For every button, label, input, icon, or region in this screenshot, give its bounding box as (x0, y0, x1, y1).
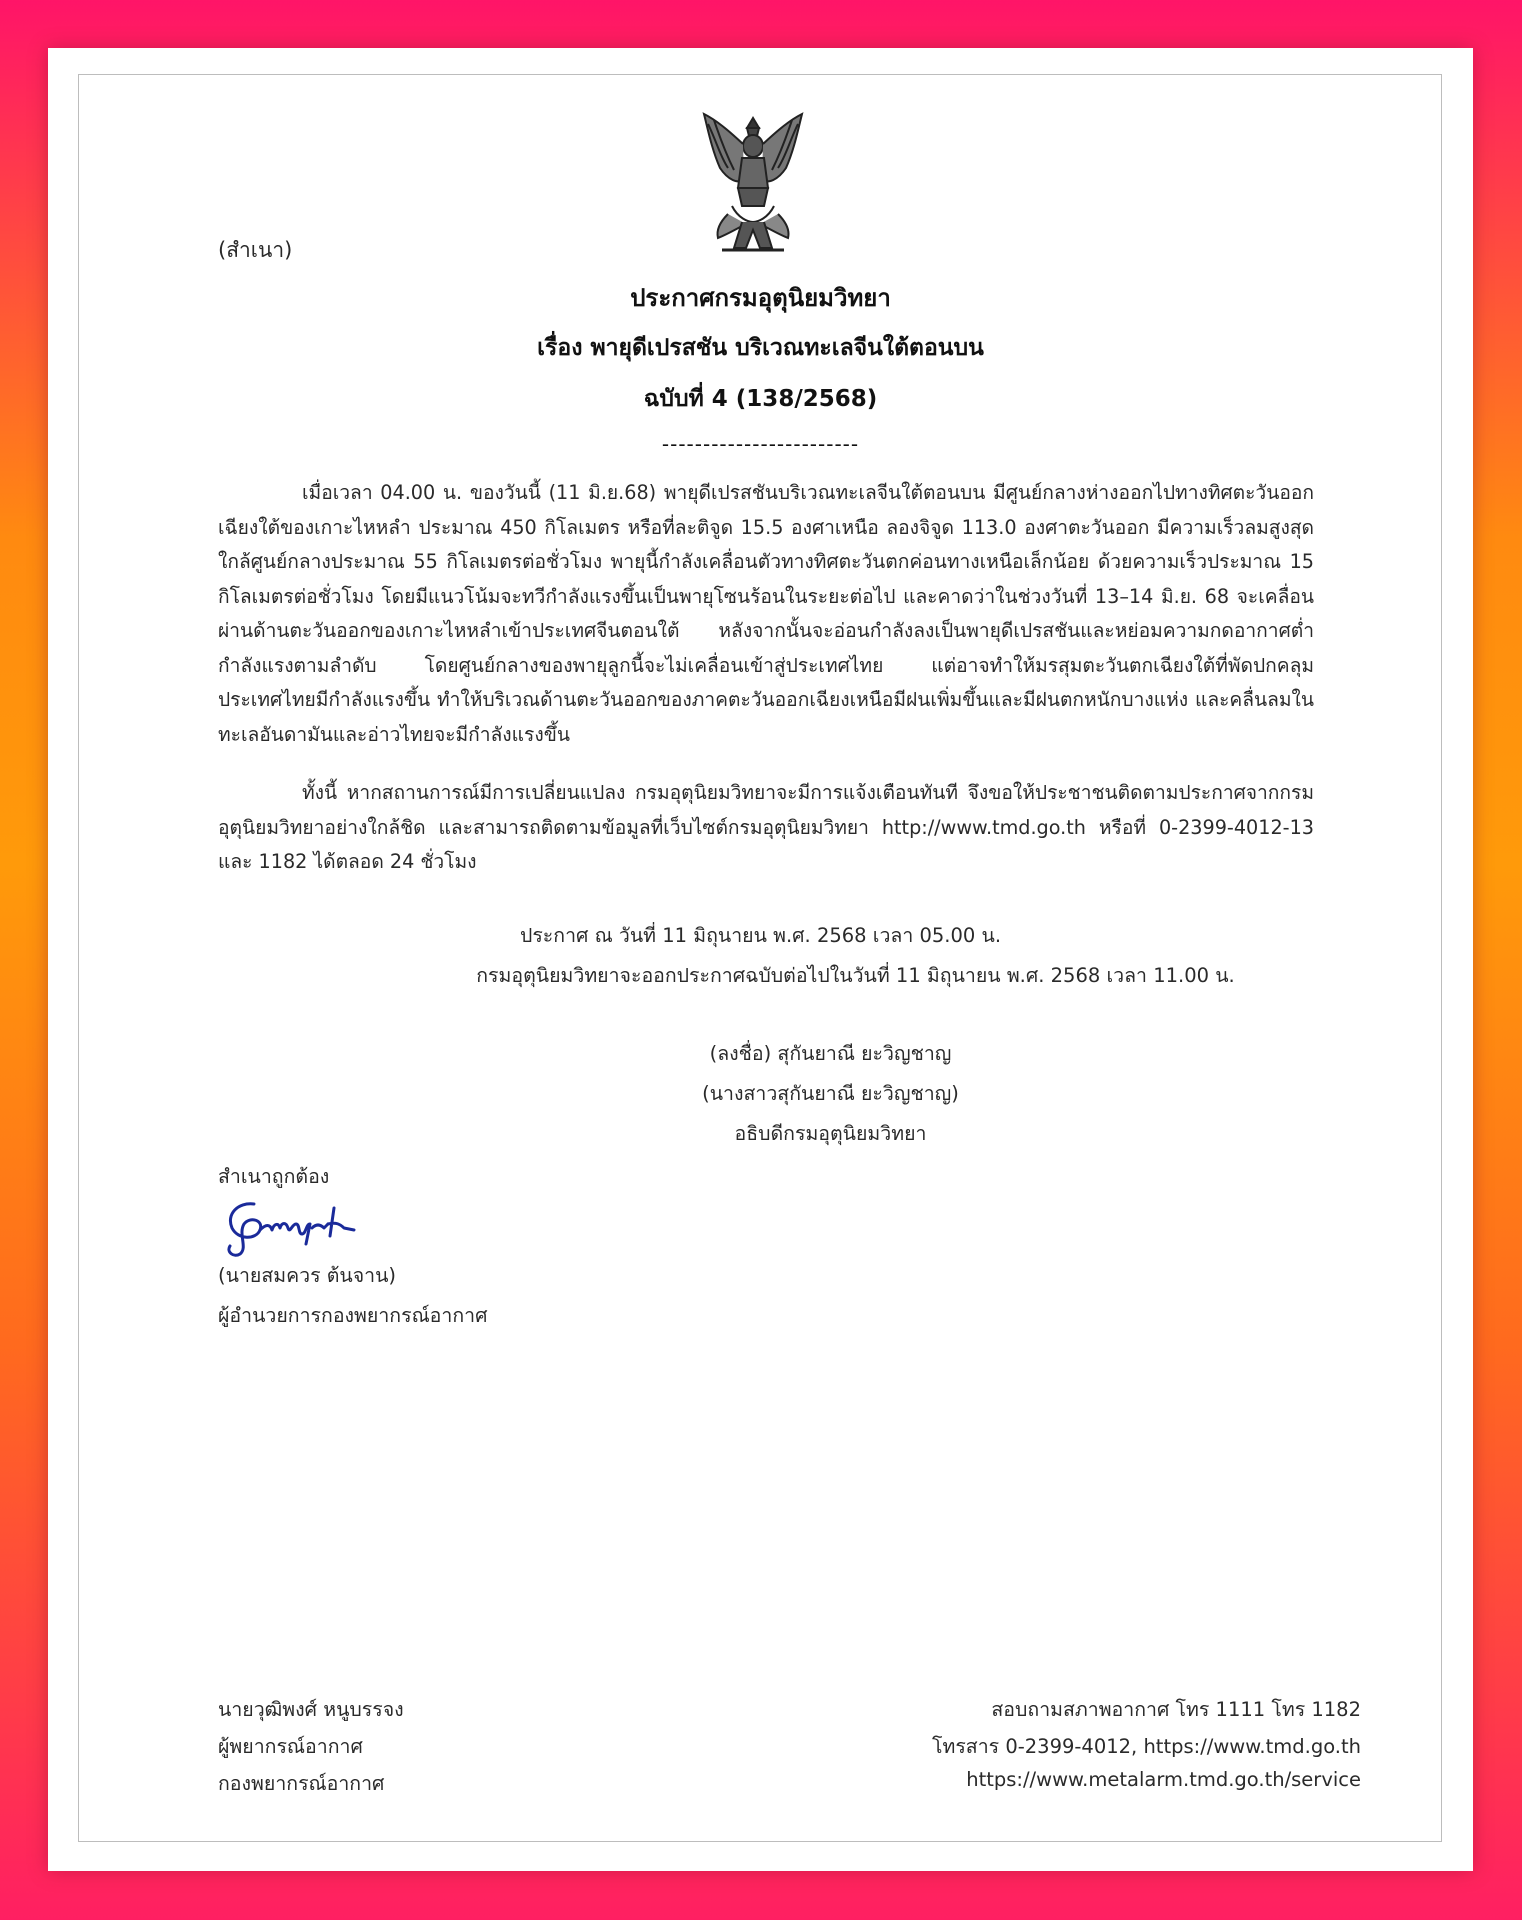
copy-mark: (สำเนา) (218, 238, 293, 262)
next-announcement: กรมอุตุนิยมวิทยาจะออกประกาศฉบับต่อไปในวันที่ 11 มิถุนายน พ.ศ. 2568 เวลา 11.00 น. (476, 964, 1235, 987)
handwritten-signature-icon (220, 1194, 360, 1258)
signed-line: (ลงชื่อ) สุกันยาณี ยะวิญชาญ (709, 1042, 952, 1065)
contact-fax-website: โทรสาร 0-2399-4012, https://www.tmd.go.th (932, 1735, 1361, 1758)
document-sheet (48, 48, 1473, 1871)
signatory-position: อธิบดีกรมอุตุนิยมวิทยา (734, 1122, 927, 1145)
title-divider: ------------------------ (661, 432, 860, 456)
announcement-date: ประกาศ ณ วันที่ 11 มิถุนายน พ.ศ. 2568 เวลา 05.00 น. (519, 924, 1002, 947)
contact-phone: สอบถามสภาพอากาศ โทร 1111 โทร 1182 (991, 1698, 1361, 1721)
certifier-name: (นายสมควร ต้นจาน) (218, 1264, 397, 1287)
certified-copy-label: สำเนาถูกต้อง (218, 1165, 330, 1188)
certifier-position: ผู้อำนวยการกองพยากรณ์อากาศ (218, 1304, 488, 1327)
announcement-subject: เรื่อง พายุดีเปรสชัน บริเวณทะเลจีนใต้ตอนบน (537, 335, 984, 361)
signatory-name: (นางสาวสุกันยาณี ยะวิญชาญ) (702, 1082, 959, 1105)
forecaster-name: นายวุฒิพงศ์ หนูบรรจง (218, 1698, 404, 1721)
forecaster-division: กองพยากรณ์อากาศ (218, 1772, 385, 1795)
body-paragraph-2: ทั้งนี้ หากสถานการณ์มีการเปลี่ยนแปลง กรมอุตุนิยมวิทยาจะมีการแจ้งเตือนทันที จึงขอให้ประชาชนติดตามประกาศจากกรมอุตุนิยมวิทยาอย่างใกล้ชิด และสามารถติดตามข้อมูลที่เว็บไซต์กรมอุตุนิยมวิทยา http://www.tmd.go.th หรือที่ 0-2399-4012-13 และ 1182 ได้ตลอด 24 ชั่วโมง (218, 781, 1314, 873)
forecaster-title: ผู้พยากรณ์อากาศ (218, 1735, 363, 1758)
announcement-title: ประกาศกรมอุตุนิยมวิทยา (630, 284, 891, 312)
garuda-emblem-icon (698, 110, 808, 260)
announcement-issue: ฉบับที่ 4 (138/2568) (643, 386, 878, 412)
body-paragraph-1: เมื่อเวลา 04.00 น. ของวันนี้ (11 มิ.ย.68) พายุดีเปรสชันบริเวณทะเลจีนใต้ตอนบน มีศูนย์กลางห่างออกไปทางทิศตะวันออกเฉียงใต้ของเกาะไหหลำ ประมาณ 450 กิโลเมตร หรือที่ละติจูด 15.5 องศาเหนือ ลองจิจูด 113.0 องศาตะวันออก มีความเร็วลมสูงสุดใกล้ศูนย์กลางประมาณ 55 กิโลเมตรต่อชั่วโมง พายุนี้กำลังเคลื่อนตัวทางทิศตะวันตกค่อนทางเหนือเล็กน้อย ด้วยความเร็วประมาณ 15 กิโลเมตรต่อชั่วโมง โดยมีแนวโน้มจะทวีกำลังแรงขึ้นเป็นพายุโซนร้อนในระยะต่อไป และคาดว่าในช่วงวันที่ 13–14 มิ.ย. 68 จะเคลื่อนผ่านด้านตะวันออกของเกาะไหหลำเข้าประเทศจีนตอนใต้ หลังจากนั้นจะอ่อนกำลังลงเป็นพายุดีเปรสชันและหย่อมความกดอากาศต่ำกำลังแรงตามลำดับ โดยศูนย์กลางของพายุลูกนี้จะไม่เคลื่อนเข้าสู่ประเทศไทย แต่อาจทำให้มรสุมตะวันตกเฉียงใต้ที่พัดปกคลุมประเทศไทยมีกำลังแรงขึ้น ทำให้บริเวณด้านตะวันออกของภาคตะวันออกเฉียงเหนือมีฝนเพิ่มขึ้นและมีฝนตกหนักบางแห่ง และคลื่นลมในทะเลอันดามันและอ่าวไทยจะมีกำลังแรงขึ้น (218, 481, 1314, 746)
service-url: https://www.metalarm.tmd.go.th/service (966, 1768, 1361, 1791)
